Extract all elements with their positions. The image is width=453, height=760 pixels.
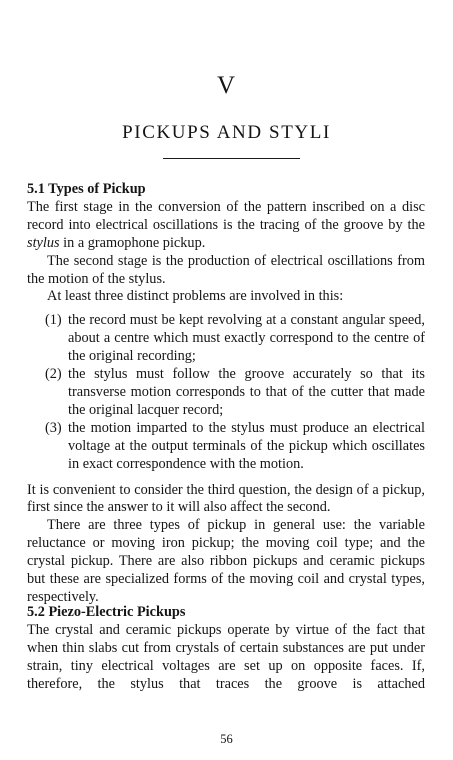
section-heading: 5.1 Types of Pickup bbox=[27, 181, 146, 197]
list-item-text: the motion imparted to the stylus must produce an electrical voltage at the output terminals of the pickup which oscillates in exact correspondence with the motion. bbox=[68, 419, 425, 472]
paragraph bbox=[27, 199, 425, 253]
paragraph: There are three types of pickup in general use: the variable reluctance or moving iron pickup; the moving coil type; and the crystal pickup. There are also ribbon pickups and ceramic pickups but these are specialized forms of the moving coil and crystal types, respectively. bbox=[27, 517, 425, 605]
list-item bbox=[27, 312, 425, 366]
list-item-text: the record must be kept revolving at a constant angular speed, about a centre which must exactly correspond to the centre of the original recording; bbox=[68, 312, 425, 365]
paragraph: It is convenient to consider the third question, the design of a pickup, first since the answer to it will also affect the second. bbox=[27, 481, 425, 516]
list-number: (1) bbox=[45, 312, 62, 329]
list-item bbox=[27, 420, 425, 474]
list-item bbox=[27, 366, 425, 420]
title-divider bbox=[163, 158, 300, 159]
page-number: 56 bbox=[220, 732, 233, 746]
paragraph-text: in a gramophone pickup. bbox=[59, 234, 206, 251]
emphasis-stylus: stylus bbox=[27, 234, 60, 251]
list-number: (2) bbox=[45, 366, 62, 383]
list-number: (3) bbox=[45, 419, 62, 436]
chapter-title: PICKUPS AND STYLI bbox=[122, 122, 331, 143]
list-item-text: the stylus must follow the groove accurately so that its transverse motion corresponds to that of the cutter that made the original lacquer record; bbox=[68, 366, 425, 418]
section-heading: 5.2 Piezo-Electric Pickups bbox=[27, 604, 186, 620]
paragraph: The second stage is the production of electrical oscillations from the motion of the stylus. bbox=[27, 252, 425, 287]
section-5-1 bbox=[27, 181, 425, 607]
paragraph: At least three distinct problems are involved in this: bbox=[47, 288, 344, 305]
paragraph: The crystal and ceramic pickups operate by virtue of the fact that when thin slabs cut from crystals of certain substances are put under strain, tiny electrical voltages are set up on opposite faces. If, therefore, the stylus that traces the groove is attached bbox=[27, 621, 425, 692]
numbered-list bbox=[27, 312, 425, 473]
section-5-2 bbox=[27, 604, 425, 694]
chapter-number: V bbox=[216, 72, 237, 99]
paragraph-text: The first stage in the conversion of the pattern inscribed on a disc record into electrical oscillations is the tracing of the groove by the bbox=[27, 198, 425, 233]
